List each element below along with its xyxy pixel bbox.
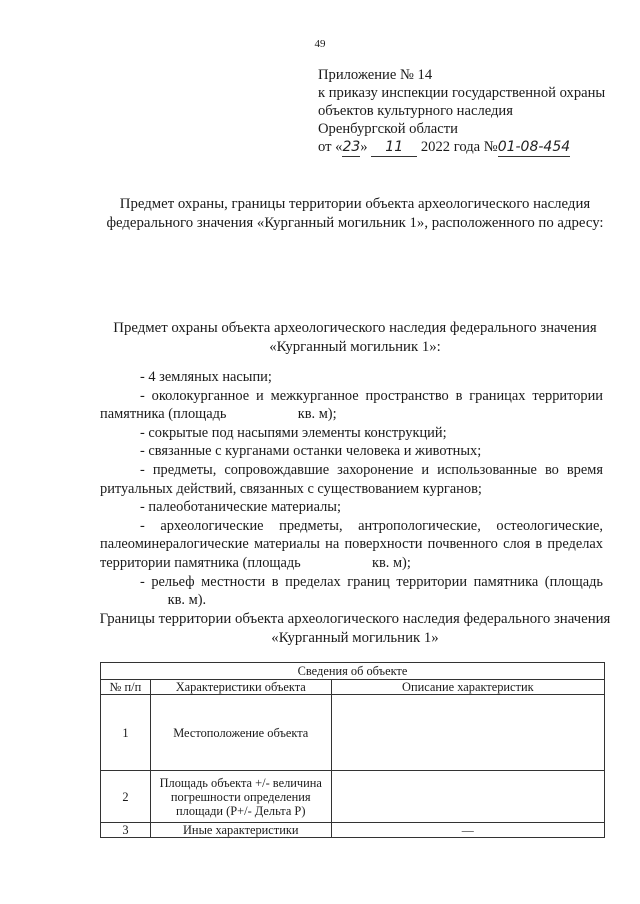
handwritten-month: 11 [371, 138, 417, 157]
year-text: 2022 года № [420, 139, 498, 155]
row-characteristic: Площадь объекта +/- величина погрешности определения площади (Р+/- Дельта Р) [150, 771, 331, 823]
table-row [101, 823, 605, 838]
row-description [331, 771, 604, 823]
row-description: — [331, 823, 604, 838]
list-item: - археологические предметы, антропологические, остеологические, палеоминералогические материалы на поверхности почвенного слоя в пределах территории памятника (площадь кв. м); [100, 517, 603, 571]
row-characteristic: Иные характеристики [150, 823, 331, 838]
row-number: 2 [101, 771, 151, 823]
list-item: - предметы, сопровождавшие захоронение и использованные во время ритуальных действий, связанных с существованием курганов; [100, 461, 603, 497]
list-item: - связанные с курганами останки человека и животных; [140, 443, 482, 460]
list-item: - сокрытые под насыпями элементы конструкций; [140, 424, 447, 441]
appendix-header [318, 66, 605, 157]
list-item: - околокурганное и межкурганное пространство в границах территории памятника (площадь кв. м); [100, 387, 603, 423]
appendix-line-3: объектов культурного наследия [318, 103, 513, 119]
header-number: № п/п [101, 680, 151, 695]
object-info-table [100, 662, 605, 838]
table-row [101, 771, 605, 823]
boundary-heading: Границы территории объекта археологического наследия федерального значения «Курганный могильник 1» [99, 611, 611, 646]
protection-items-list [100, 368, 603, 610]
row-number: 3 [101, 823, 151, 838]
protection-subject-heading: Предмет охраны объекта археологического наследия федерального значения «Курганный могильник 1»: [113, 320, 597, 355]
list-item: - 4 земляных насыпи; [140, 369, 272, 385]
row-number: 1 [101, 695, 151, 771]
header-characteristic: Характеристики объекта [150, 680, 331, 695]
handwritten-day: 23 [342, 139, 361, 155]
table-caption: Сведения об объекте [101, 663, 605, 680]
list-item: - рельеф местности в пределах границ территории памятника (площадь кв. м). [140, 573, 603, 609]
page-number: 49 [314, 38, 326, 50]
handwritten-order-number: 01-08-454 [497, 139, 571, 155]
row-description [331, 695, 604, 771]
row-characteristic: Местоположение объекта [150, 695, 331, 771]
appendix-date-line [318, 138, 605, 157]
document-title: Предмет охраны, границы территории объекта археологического наследия федерального значения «Курганный могильник 1», расположенного по адресу: [106, 196, 604, 231]
appendix-line-1: Приложение № 14 [318, 67, 433, 83]
list-item: - палеоботанические материалы; [140, 499, 341, 516]
header-description: Описание характеристик [331, 680, 604, 695]
table-row [101, 695, 605, 771]
appendix-line-4: Оренбургской области [318, 121, 458, 137]
date-mid: » [360, 139, 368, 155]
date-prefix: от « [318, 139, 343, 155]
appendix-line-2: к приказу инспекции государственной охраны [318, 85, 606, 101]
